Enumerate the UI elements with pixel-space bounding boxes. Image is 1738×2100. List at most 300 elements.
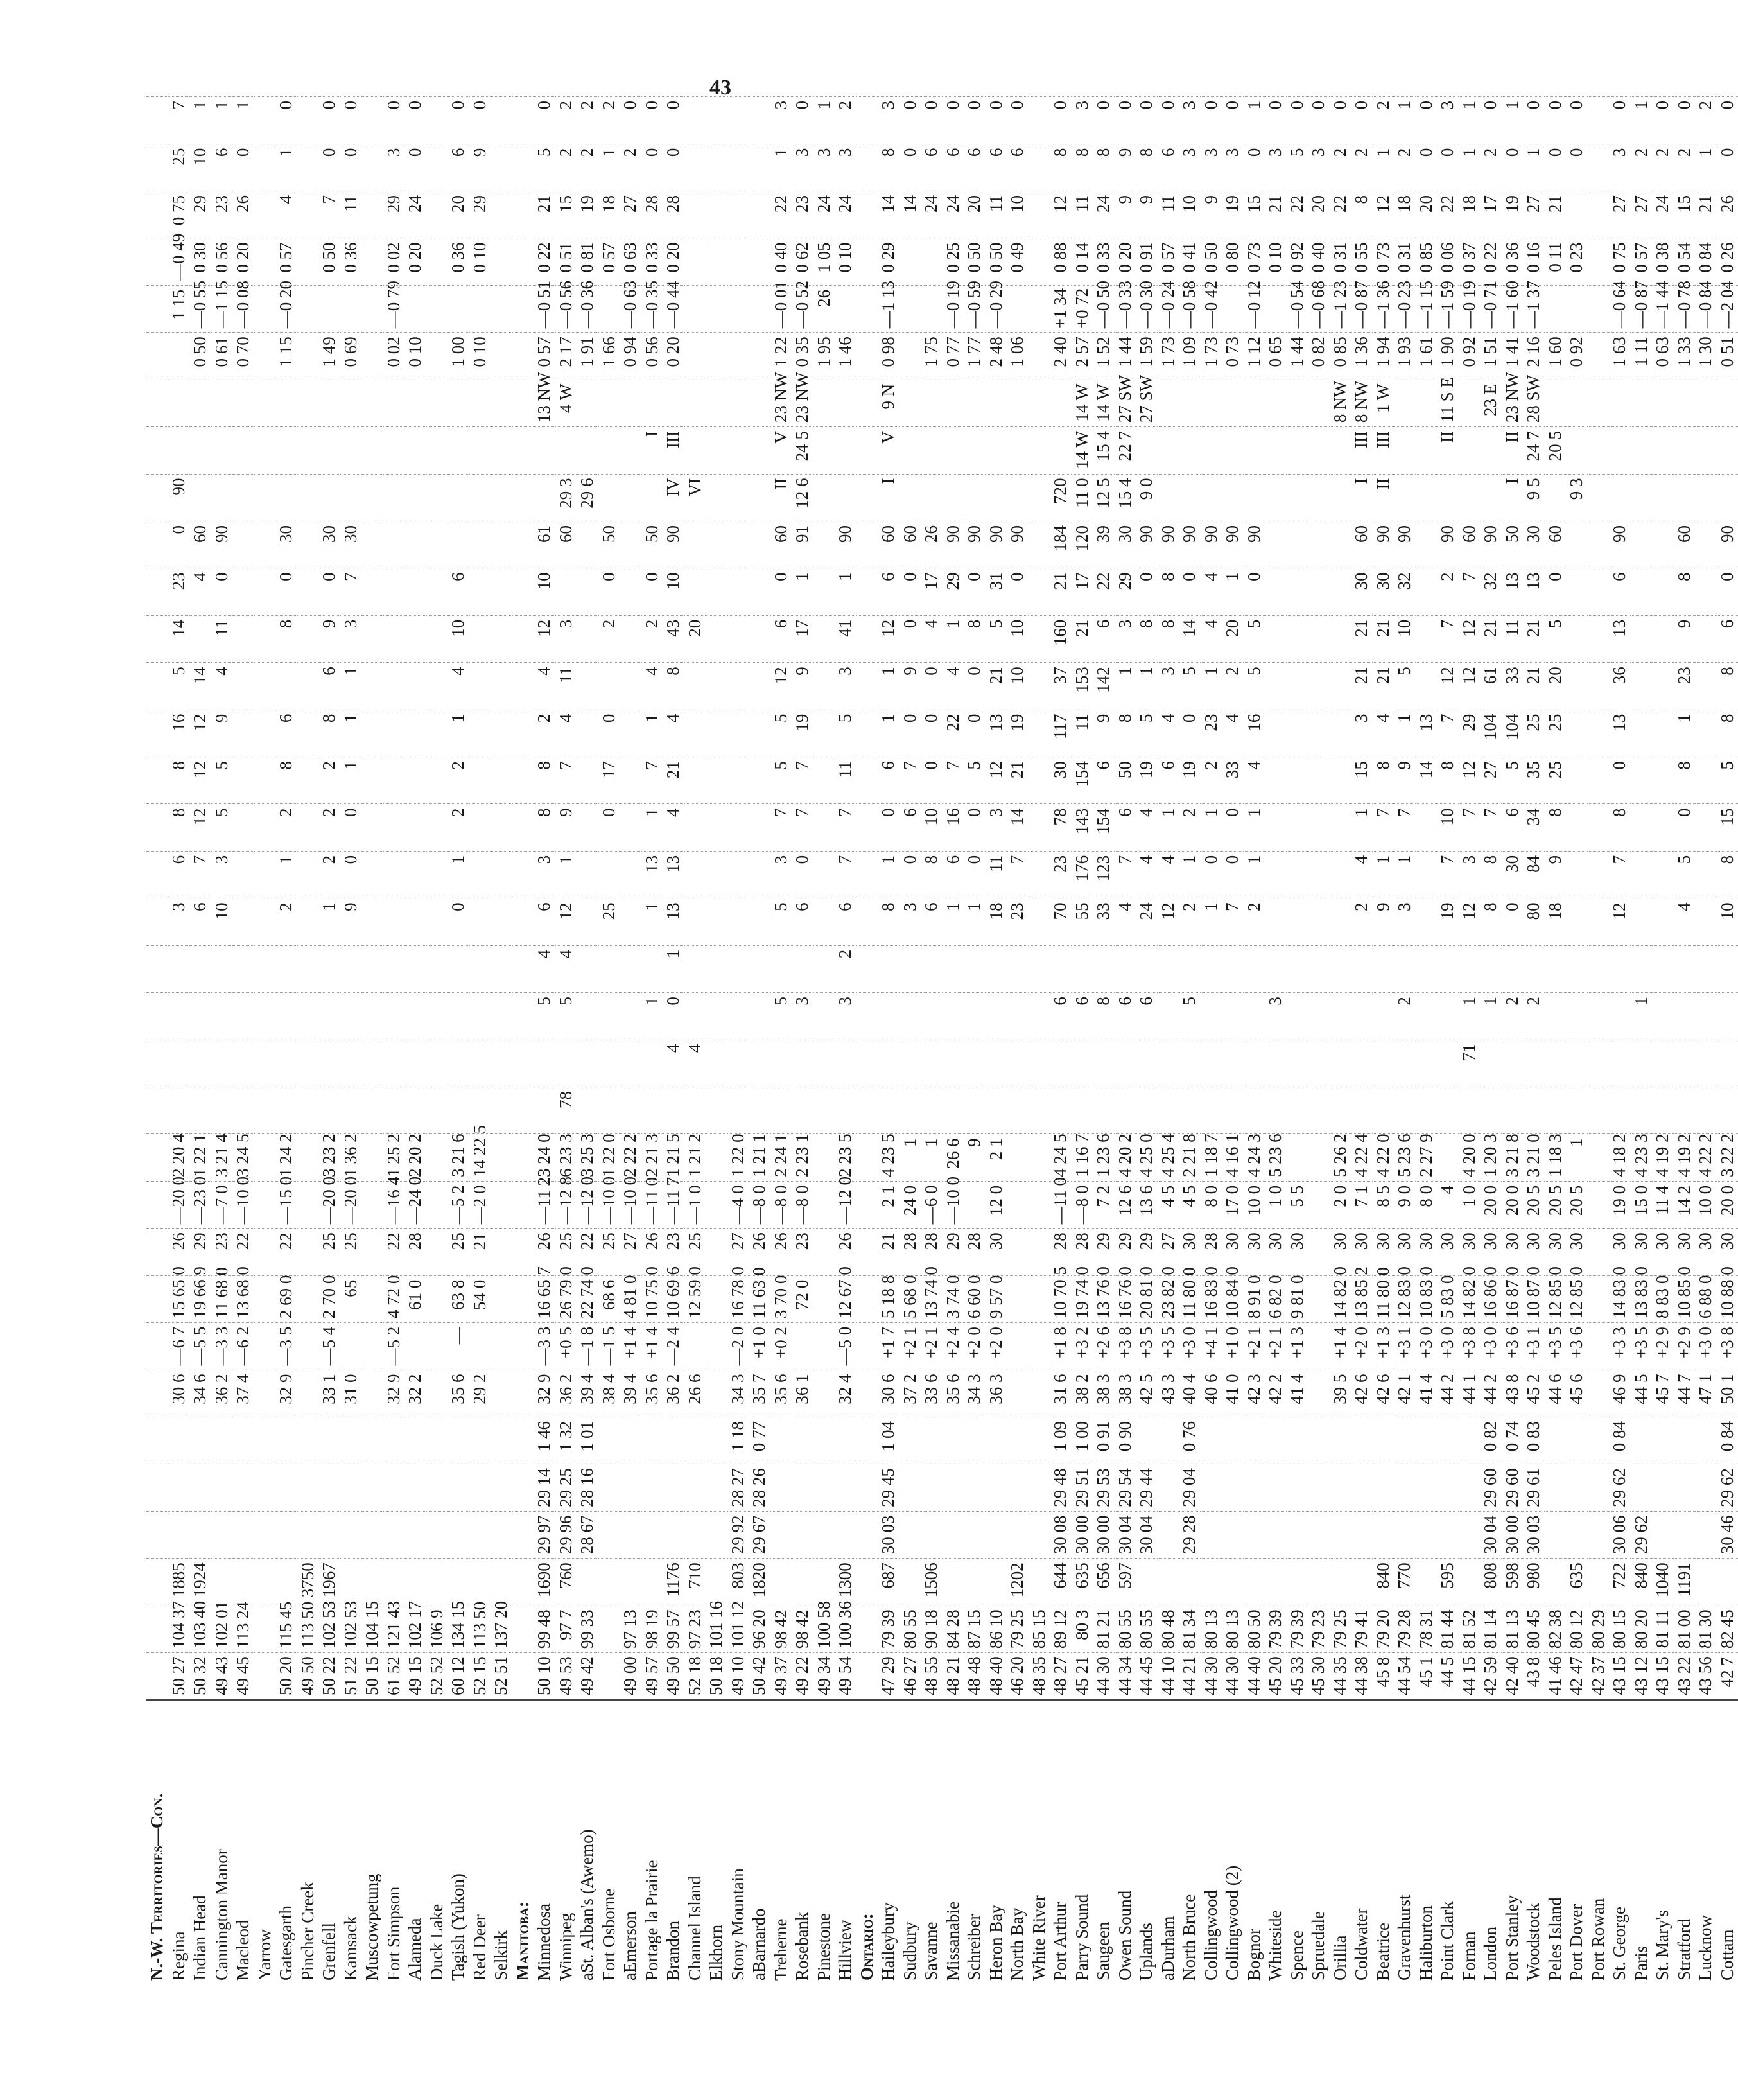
data-cell bbox=[1244, 1087, 1265, 1134]
data-cell: 0 92 bbox=[1459, 333, 1481, 380]
data-cell: 1 bbox=[1695, 144, 1717, 191]
data-cell: —1 5 bbox=[598, 1323, 620, 1370]
data-cell bbox=[620, 521, 641, 568]
station-name: Haileybury bbox=[878, 1700, 899, 1984]
data-cell: 1 bbox=[1201, 663, 1222, 710]
data-cell: 28 bbox=[1050, 1229, 1072, 1275]
data-cell bbox=[577, 427, 598, 474]
empty-cell bbox=[856, 427, 878, 474]
data-cell bbox=[469, 663, 491, 710]
data-cell: 6 bbox=[275, 710, 297, 757]
data-cell bbox=[426, 1134, 448, 1181]
data-cell: 44 35 bbox=[1330, 1653, 1351, 1700]
data-cell bbox=[1179, 1087, 1201, 1134]
station-name: Rosebank bbox=[792, 1700, 813, 1984]
data-cell bbox=[1459, 1464, 1481, 1511]
data-cell: —10 0 bbox=[620, 1181, 641, 1228]
data-cell: 31 bbox=[986, 568, 1007, 615]
data-cell: 1 bbox=[943, 898, 964, 945]
table-row bbox=[1523, 97, 1545, 1985]
data-cell bbox=[1695, 898, 1717, 945]
data-cell bbox=[254, 1653, 276, 1700]
empty-cell bbox=[856, 1511, 878, 1558]
station-name: Cannington Manor bbox=[211, 1700, 233, 1984]
data-cell: 1 W bbox=[1373, 380, 1395, 426]
data-cell: 0 bbox=[598, 568, 620, 615]
data-cell bbox=[1007, 474, 1029, 521]
data-cell: 100 58 bbox=[813, 1606, 835, 1652]
data-cell: 8 bbox=[1717, 851, 1738, 898]
data-cell: 6 bbox=[878, 568, 899, 615]
data-cell: 23 NW bbox=[792, 380, 813, 426]
data-cell bbox=[426, 945, 448, 992]
data-cell: 16 78 0 bbox=[727, 1275, 749, 1322]
data-cell: 29 bbox=[189, 1229, 211, 1275]
data-cell bbox=[1029, 568, 1050, 615]
data-cell: 5 bbox=[1179, 663, 1201, 710]
data-cell: 46 20 bbox=[1007, 1653, 1029, 1700]
data-cell: 97 7 bbox=[555, 1606, 577, 1652]
data-cell bbox=[1437, 945, 1459, 992]
data-cell bbox=[254, 898, 276, 945]
data-cell: —1 15 bbox=[211, 285, 233, 332]
data-cell: 43 8 bbox=[1523, 1653, 1545, 1700]
data-cell: 20 5 bbox=[1545, 1181, 1567, 1228]
data-cell: 10 bbox=[1717, 898, 1738, 945]
data-cell bbox=[727, 898, 749, 945]
data-cell bbox=[1394, 1417, 1416, 1464]
data-cell: 20 bbox=[684, 615, 706, 662]
data-cell: 10 69 6 bbox=[663, 1275, 684, 1322]
data-cell: 41 bbox=[835, 615, 856, 662]
data-cell bbox=[211, 1417, 233, 1464]
data-cell: 12 bbox=[1459, 663, 1481, 710]
empty-cell bbox=[146, 1559, 168, 1606]
data-cell: 30 bbox=[986, 1229, 1007, 1275]
data-cell: 1 33 bbox=[1674, 333, 1696, 380]
empty-cell bbox=[856, 191, 878, 238]
data-cell bbox=[684, 285, 706, 332]
data-cell bbox=[1373, 1464, 1395, 1511]
data-cell: 22 bbox=[383, 1229, 405, 1275]
data-cell bbox=[1308, 945, 1330, 992]
data-cell: 29 bbox=[1115, 568, 1136, 615]
data-cell: 1 bbox=[211, 97, 233, 144]
data-cell bbox=[1029, 333, 1050, 380]
data-cell: 6 bbox=[792, 898, 813, 945]
data-cell bbox=[404, 663, 426, 710]
data-cell: 13 bbox=[1609, 710, 1631, 757]
data-cell bbox=[899, 993, 921, 1040]
data-cell: +3 6 bbox=[1566, 1323, 1588, 1370]
data-cell bbox=[1201, 380, 1222, 426]
data-cell bbox=[684, 757, 706, 804]
data-cell: 0 bbox=[1136, 97, 1158, 144]
data-cell bbox=[1136, 1040, 1158, 1087]
data-cell bbox=[383, 710, 405, 757]
data-cell: 1 16 7 bbox=[1072, 1134, 1093, 1181]
data-cell bbox=[254, 1370, 276, 1417]
data-cell: 80 55 bbox=[899, 1606, 921, 1652]
data-cell bbox=[254, 663, 276, 710]
empty-cell bbox=[856, 1040, 878, 1087]
data-cell: 0 84 bbox=[1609, 1417, 1631, 1464]
empty-cell bbox=[146, 380, 168, 426]
data-cell: 90 bbox=[986, 521, 1007, 568]
data-cell: —0 68 bbox=[1308, 285, 1330, 332]
data-cell bbox=[1222, 1040, 1244, 1087]
data-cell bbox=[1179, 380, 1201, 426]
table-row bbox=[1459, 97, 1481, 1985]
data-cell: 21 bbox=[1265, 191, 1287, 238]
data-cell bbox=[1244, 1417, 1265, 1464]
data-cell bbox=[1588, 804, 1610, 851]
data-cell: 14 82 0 bbox=[1459, 1275, 1481, 1322]
data-cell: 79 41 bbox=[1351, 1606, 1373, 1652]
data-cell: 2 21 3 bbox=[641, 1134, 663, 1181]
data-cell bbox=[921, 993, 943, 1040]
data-cell bbox=[340, 427, 362, 474]
data-cell bbox=[1631, 945, 1653, 992]
data-cell bbox=[232, 757, 254, 804]
data-cell bbox=[1480, 945, 1502, 992]
data-cell bbox=[1695, 851, 1717, 898]
data-cell bbox=[706, 1370, 727, 1417]
data-cell: 0 bbox=[404, 144, 426, 191]
data-cell bbox=[1308, 1559, 1330, 1606]
data-cell bbox=[275, 1417, 297, 1464]
data-cell: 30 bbox=[1351, 1229, 1373, 1275]
data-cell bbox=[1029, 380, 1050, 426]
data-cell bbox=[1222, 1087, 1244, 1134]
data-cell bbox=[1373, 1417, 1395, 1464]
data-cell: 0 20 bbox=[232, 238, 254, 285]
data-cell: 22 bbox=[577, 1229, 598, 1275]
data-cell bbox=[1115, 1087, 1136, 1134]
table-row bbox=[1631, 97, 1653, 1985]
data-cell: 4 bbox=[641, 663, 663, 710]
data-cell: 7 bbox=[318, 191, 340, 238]
station-name: Treherne bbox=[770, 1700, 792, 1984]
data-cell: 3 bbox=[878, 97, 899, 144]
data-cell: —11 2 bbox=[534, 1181, 555, 1228]
data-cell: 10 bbox=[921, 804, 943, 851]
data-cell bbox=[1007, 285, 1029, 332]
data-cell bbox=[1588, 333, 1610, 380]
data-cell: 15 bbox=[555, 191, 577, 238]
data-cell bbox=[1265, 615, 1287, 662]
data-cell: —0 29 bbox=[986, 285, 1007, 332]
empty-cell bbox=[146, 1417, 168, 1464]
data-cell: 24 bbox=[1093, 191, 1115, 238]
data-cell: 2 bbox=[598, 97, 620, 144]
data-cell bbox=[318, 1040, 340, 1087]
data-cell: 1 21 2 bbox=[684, 1134, 706, 1181]
data-cell bbox=[1416, 474, 1438, 521]
data-cell: 20 bbox=[1222, 615, 1244, 662]
data-cell: 14 bbox=[878, 191, 899, 238]
data-cell: 60 12 bbox=[448, 1653, 469, 1700]
data-cell: 22 bbox=[1287, 191, 1308, 238]
table-row bbox=[1136, 97, 1158, 1985]
data-cell: 29 62 bbox=[1609, 1464, 1631, 1511]
data-cell: 99 57 bbox=[663, 1606, 684, 1652]
data-cell: 9 bbox=[1394, 757, 1416, 804]
table-row bbox=[361, 97, 383, 1985]
data-cell: 1 44 bbox=[1115, 333, 1136, 380]
data-cell: —5 2 bbox=[448, 1181, 469, 1228]
data-cell: 29 54 bbox=[1115, 1464, 1136, 1511]
table-row bbox=[340, 97, 362, 1985]
data-cell: 1 63 bbox=[1609, 333, 1631, 380]
data-cell bbox=[254, 97, 276, 144]
data-cell: 102 01 bbox=[211, 1606, 233, 1652]
data-cell: 38 3 bbox=[1093, 1370, 1115, 1417]
data-cell: 6 bbox=[964, 144, 986, 191]
data-cell: 97 23 bbox=[684, 1606, 706, 1652]
empty-cell bbox=[146, 663, 168, 710]
data-cell bbox=[986, 1464, 1007, 1511]
data-cell bbox=[1029, 97, 1050, 144]
data-cell: +3 1 bbox=[1523, 1323, 1545, 1370]
data-cell: 20 bbox=[448, 191, 469, 238]
data-cell bbox=[318, 993, 340, 1040]
data-cell: 11 63 0 bbox=[749, 1275, 770, 1322]
data-cell bbox=[404, 804, 426, 851]
data-cell: 1 59 bbox=[1136, 333, 1158, 380]
empty-cell bbox=[146, 1040, 168, 1087]
data-cell bbox=[1609, 1087, 1631, 1134]
table-row bbox=[727, 97, 749, 1985]
data-cell: 0 57 bbox=[275, 238, 297, 285]
data-cell: 0 bbox=[1717, 568, 1738, 615]
data-cell bbox=[189, 1087, 211, 1134]
data-cell: 0 63 bbox=[620, 238, 641, 285]
data-cell: 1 bbox=[1394, 97, 1416, 144]
data-cell bbox=[1287, 568, 1308, 615]
data-cell: 10 bbox=[1437, 804, 1459, 851]
data-cell: 39 bbox=[1093, 521, 1115, 568]
data-cell bbox=[168, 427, 190, 474]
data-cell bbox=[706, 238, 727, 285]
data-cell bbox=[1480, 1087, 1502, 1134]
data-cell: 30 06 bbox=[1609, 1511, 1631, 1558]
data-cell bbox=[168, 993, 190, 1040]
data-cell: 0 bbox=[1050, 97, 1072, 144]
data-cell: 15 65 0 bbox=[168, 1275, 190, 1322]
data-cell: 0 bbox=[943, 97, 964, 144]
empty-cell bbox=[512, 1653, 534, 1700]
data-cell: 6 bbox=[1050, 993, 1072, 1040]
data-cell: 0 bbox=[1566, 144, 1588, 191]
data-cell bbox=[232, 1511, 254, 1558]
data-cell bbox=[361, 1275, 383, 1322]
empty-cell bbox=[146, 1229, 168, 1275]
data-cell bbox=[404, 521, 426, 568]
data-cell: 1 bbox=[1179, 851, 1201, 898]
station-name: Collingwood bbox=[1201, 1700, 1222, 1984]
data-cell: —3 3 bbox=[534, 1323, 555, 1370]
data-cell: 19 bbox=[577, 191, 598, 238]
data-cell bbox=[232, 804, 254, 851]
empty-cell bbox=[146, 1653, 168, 1700]
data-cell bbox=[1158, 993, 1179, 1040]
data-cell: 4 bbox=[1136, 804, 1158, 851]
data-cell bbox=[534, 474, 555, 521]
station-name: Stony Mountain bbox=[727, 1700, 749, 1984]
data-cell: 0 02 bbox=[383, 333, 405, 380]
data-cell: 35 6 bbox=[770, 1370, 792, 1417]
data-cell: 39 4 bbox=[577, 1370, 598, 1417]
data-cell: —12 8 bbox=[555, 1181, 577, 1228]
data-cell bbox=[232, 380, 254, 426]
station-name: Fort Simpson bbox=[383, 1700, 405, 1984]
data-cell: 0 76 bbox=[1179, 1417, 1201, 1464]
data-cell bbox=[1308, 427, 1330, 474]
data-cell bbox=[1652, 427, 1674, 474]
data-cell bbox=[1308, 851, 1330, 898]
data-cell: 30 00 bbox=[1093, 1511, 1115, 1558]
data-cell: 43 22 bbox=[1674, 1653, 1696, 1700]
data-cell: 0 10 bbox=[1265, 238, 1287, 285]
data-cell: —2 4 bbox=[663, 1323, 684, 1370]
data-cell bbox=[1222, 1511, 1244, 1558]
data-cell bbox=[297, 427, 319, 474]
data-cell bbox=[1351, 993, 1373, 1040]
data-cell bbox=[211, 380, 233, 426]
data-cell bbox=[727, 238, 749, 285]
data-cell: 0 bbox=[275, 97, 297, 144]
data-cell: 30 bbox=[1416, 1229, 1438, 1275]
data-cell: 2 23 5 bbox=[835, 1134, 856, 1181]
data-cell: —8 0 bbox=[770, 1181, 792, 1228]
data-cell: 0 bbox=[1244, 568, 1265, 615]
data-cell bbox=[1631, 851, 1653, 898]
data-cell: 3 bbox=[899, 898, 921, 945]
data-cell: 20 bbox=[1308, 191, 1330, 238]
data-cell: 36 1 bbox=[792, 1370, 813, 1417]
data-cell bbox=[1566, 615, 1588, 662]
data-cell: 160 bbox=[1050, 615, 1072, 662]
data-cell: 10 bbox=[534, 568, 555, 615]
data-cell bbox=[706, 1040, 727, 1087]
data-cell: 29 60 bbox=[1502, 1464, 1524, 1511]
station-name: Fort Osborne bbox=[598, 1700, 620, 1984]
data-cell: 50 bbox=[598, 521, 620, 568]
data-cell: 19 0 bbox=[1609, 1181, 1631, 1228]
data-cell: 27 bbox=[1480, 757, 1502, 804]
data-cell bbox=[232, 1464, 254, 1511]
data-cell bbox=[361, 1181, 383, 1228]
data-cell: 1 bbox=[1244, 804, 1265, 851]
data-cell bbox=[275, 474, 297, 521]
data-cell: 0 bbox=[211, 568, 233, 615]
data-cell bbox=[749, 898, 770, 945]
data-cell: 60 bbox=[555, 521, 577, 568]
data-cell: 44 30 bbox=[1093, 1653, 1115, 1700]
data-cell: 36 2 bbox=[555, 1370, 577, 1417]
station-name: Bognor bbox=[1244, 1700, 1265, 1984]
data-cell bbox=[254, 1464, 276, 1511]
data-cell: 5 bbox=[168, 663, 190, 710]
data-cell bbox=[254, 333, 276, 380]
data-cell: 3 bbox=[770, 851, 792, 898]
data-cell: 29 bbox=[469, 191, 491, 238]
data-cell: 3 bbox=[211, 851, 233, 898]
data-cell: 12 85 0 bbox=[1545, 1275, 1567, 1322]
data-cell bbox=[275, 945, 297, 992]
data-cell: 0 bbox=[1222, 97, 1244, 144]
data-cell bbox=[1158, 1511, 1179, 1558]
data-cell: 1 22 1 bbox=[189, 1134, 211, 1181]
data-cell: 30 00 bbox=[1072, 1511, 1093, 1558]
data-cell: 12 bbox=[1437, 663, 1459, 710]
data-cell bbox=[1029, 710, 1050, 757]
data-cell: 49 15 bbox=[404, 1653, 426, 1700]
data-cell bbox=[813, 1275, 835, 1322]
data-cell: 0 85 bbox=[1416, 238, 1438, 285]
data-cell bbox=[1287, 663, 1308, 710]
data-cell: —0 33 bbox=[1115, 285, 1136, 332]
data-cell bbox=[491, 615, 512, 662]
data-cell: 28 bbox=[663, 191, 684, 238]
data-cell: 1 90 bbox=[1437, 333, 1459, 380]
data-cell: 29 bbox=[1459, 710, 1481, 757]
data-cell: 6 bbox=[189, 898, 211, 945]
data-cell: III bbox=[663, 427, 684, 474]
data-cell: 1 bbox=[1566, 1134, 1588, 1181]
data-cell: 4 bbox=[1115, 898, 1136, 945]
data-cell: —11 7 bbox=[663, 1181, 684, 1228]
data-cell bbox=[1459, 945, 1481, 992]
data-cell bbox=[1717, 474, 1738, 521]
data-cell bbox=[1330, 945, 1351, 992]
data-cell: 12 bbox=[189, 757, 211, 804]
data-cell: 78 bbox=[1050, 804, 1072, 851]
data-cell bbox=[684, 898, 706, 945]
data-cell bbox=[469, 757, 491, 804]
data-cell: 1 73 bbox=[1158, 333, 1179, 380]
data-cell bbox=[1631, 898, 1653, 945]
data-cell bbox=[577, 1087, 598, 1134]
data-cell bbox=[361, 380, 383, 426]
data-cell: 0 51 bbox=[555, 238, 577, 285]
data-cell: 10 bbox=[1179, 191, 1201, 238]
data-cell: 0 bbox=[318, 144, 340, 191]
data-cell bbox=[340, 285, 362, 332]
data-cell: 46 27 bbox=[899, 1653, 921, 1700]
data-cell bbox=[1201, 993, 1222, 1040]
data-cell bbox=[1609, 1040, 1631, 1087]
table-row bbox=[1717, 97, 1738, 1985]
data-cell bbox=[1093, 945, 1115, 992]
data-cell bbox=[404, 898, 426, 945]
data-cell: 3 21 6 bbox=[448, 1134, 469, 1181]
data-cell bbox=[1330, 615, 1351, 662]
data-cell bbox=[254, 521, 276, 568]
table-row bbox=[986, 97, 1007, 1985]
table-row bbox=[835, 97, 856, 1985]
data-cell: 19 bbox=[1179, 757, 1201, 804]
data-cell bbox=[749, 710, 770, 757]
data-cell bbox=[813, 427, 835, 474]
data-cell: 6 bbox=[943, 851, 964, 898]
data-cell: 0 bbox=[899, 710, 921, 757]
data-cell: 1 bbox=[598, 144, 620, 191]
data-cell: 16 bbox=[168, 710, 190, 757]
data-cell bbox=[964, 427, 986, 474]
data-cell bbox=[232, 1040, 254, 1087]
